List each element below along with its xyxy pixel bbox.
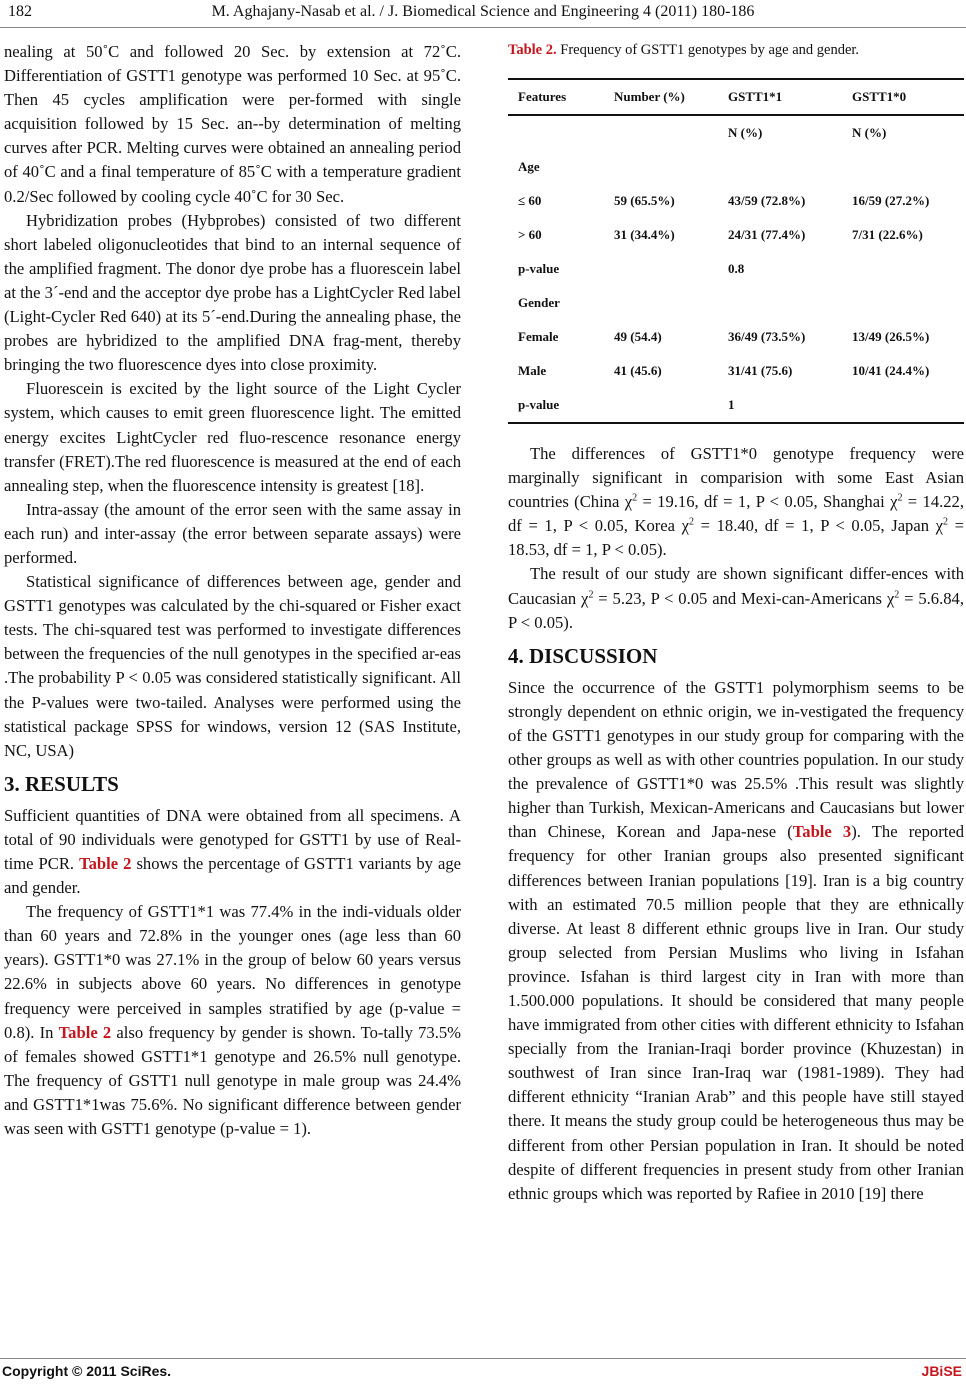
superscript: 2 bbox=[943, 516, 949, 528]
superscript: 2 bbox=[897, 492, 903, 504]
methods-paragraph-3: Fluorescein is excited by the light source of the Light Cycler system, which causes to emit green fluorescence light. The emitted energy excites LightCycler red fluo-rescence resonance energy transfer (FRET).The red fluorescence is measured at the end of each annealing step, when the fluorescence intensity is greatest [18]. bbox=[4, 379, 461, 495]
table-2-label: Table 2. bbox=[508, 42, 557, 58]
table-row bbox=[508, 286, 964, 320]
methods-paragraph-4: Intra-assay (the amount of the error seen with the same assay in each run) and inter-assay (the error between separate assays) were performed. bbox=[4, 499, 461, 567]
results-text: = 18.40, df = 1, P < 0.05, Japan χ bbox=[694, 516, 944, 536]
superscript: 2 bbox=[689, 516, 695, 528]
table-2-link[interactable]: Table 2 bbox=[79, 854, 132, 873]
header-cell: GSTT1*1 bbox=[724, 79, 848, 115]
table-cell: 36/49 (73.5%) bbox=[728, 328, 806, 344]
table-cell bbox=[610, 115, 724, 150]
table-2-caption-text: Frequency of GSTT1 genotypes by age and gender. bbox=[556, 42, 860, 58]
superscript: 2 bbox=[632, 492, 638, 504]
table-row bbox=[508, 252, 964, 286]
table-row bbox=[508, 184, 964, 218]
table-row bbox=[508, 218, 964, 252]
table-cell bbox=[848, 252, 964, 286]
running-head: M. Aghajany-Nasab et al. / J. Biomedical Science and Engineering 4 (2011) 180-186 bbox=[211, 3, 755, 20]
results-text: The differences of GSTT1*0 genotype frequency were marginally significant in comparision with some East Asian countries (China χ bbox=[508, 444, 964, 512]
table-2 bbox=[508, 78, 964, 424]
table-2-caption bbox=[508, 40, 964, 60]
results-paragraph-1 bbox=[4, 804, 461, 900]
table-cell bbox=[610, 150, 724, 184]
table-row bbox=[508, 354, 964, 388]
superscript: 2 bbox=[894, 589, 900, 601]
table-2-link[interactable]: Table 2 bbox=[58, 1022, 112, 1042]
table-cell: 7/31 (22.6%) bbox=[852, 226, 923, 242]
table-3-link[interactable]: Table 3 bbox=[792, 822, 852, 842]
table-cell: Male bbox=[518, 362, 547, 378]
table-cell: 31 (34.4%) bbox=[614, 226, 675, 242]
table-cell bbox=[848, 388, 964, 423]
table-cell bbox=[610, 252, 724, 286]
results-text: The frequency of GSTT1*1 was 77.4% in the indi-viduals older than 60 years and 72.8% in the younger ones (age less than 60 years). GSTT1*0 was 27.1% in the group of below 60 years versus 22.6% in subjects above 60 years. No differences in genotype frequency were perceived in samples stratified by age (p-value = 0.8). In bbox=[4, 902, 461, 1042]
results-text: The result of our study are shown significant differ-ences with Caucasian χ bbox=[508, 564, 964, 608]
discussion-text: Since the occurrence of the GSTT1 polymorphism seems to be strongly dependent on ethnic origin, we in-vestigated the frequency of the GSTT1 genotypes in our study group for comparing with the other groups as well as with other countries population. In our study the prevalence of GSTT1*0 was 25.5% .This result was slightly higher than Turkish, Mexican-Americans and Caucasians but lower than Chinese, Korean and Japa-nese ( bbox=[508, 677, 964, 842]
left-column bbox=[4, 40, 461, 1141]
table-cell bbox=[848, 150, 964, 184]
table-row bbox=[508, 150, 964, 184]
journal-abbreviation: JBiSE bbox=[921, 1363, 962, 1379]
table-row bbox=[508, 388, 964, 423]
header-cell: Features bbox=[508, 79, 610, 115]
table-cell: 49 (54.4) bbox=[614, 328, 662, 344]
table-cell: 41 (45.6) bbox=[614, 362, 662, 378]
results-text: = 18.53, df = 1, P < 0.05). bbox=[508, 516, 964, 560]
table-cell bbox=[848, 286, 964, 320]
table-cell: Gender bbox=[518, 294, 560, 310]
table-header-row bbox=[508, 79, 964, 115]
copyright: Copyright © 2011 SciRes. bbox=[2, 1363, 172, 1379]
discussion-text: ). The reported frequency for other Iranian groups also presented significant differences between Iranian populations [19]. Iran is a big country with an estimated 70.5 million people that they are ethnically diverse. At least 8 different ethnic groups live in Iran. Our study group selected from Persian Muslims who living in Isfahan province. Isfahan is third largest city in Iran with more than 1.500.000 populations. It should be considered that many people have immigrated from other cities with different ethnicity to Isfahan specially from the Iranian-Iraqi border province (Khuzestan) in southwest of Iran since Iran-Iraq war (1981-1989). They had different ethnicity “Iranian Arab” and this people have still stayed there. It means the study group could be heterogeneous thus may be different from other Persian population in Iran. It should be noted despite of different frequencies in present study from other Iranian ethnic groups which was reported by Rafiee in 2010 [19] there bbox=[508, 822, 964, 1203]
table-cell: 0.8 bbox=[728, 260, 745, 276]
table-cell: 43/59 (72.8%) bbox=[728, 192, 806, 208]
table-cell: 24/31 (77.4%) bbox=[728, 226, 806, 242]
page-number: 182 bbox=[8, 3, 32, 20]
results-text: shows the percentage of GSTT1 variants by age and gender. bbox=[4, 854, 461, 898]
results-paragraph-4 bbox=[508, 562, 964, 634]
table-cell: 16/59 (27.2%) bbox=[852, 192, 930, 208]
discussion-heading: 4. DISCUSSION bbox=[508, 643, 658, 668]
results-paragraph-2 bbox=[4, 900, 461, 1141]
table-cell: Female bbox=[518, 328, 559, 344]
results-text: = 5.6.84, P < 0.05). bbox=[508, 588, 964, 632]
results-text: also frequency by gender is shown. To-tally 73.5% of females showed GSTT1*1 genotype and 26.5% null genotype. The frequency of GSTT1 null genotype in male group was 24.4% and GSTT1*1was 75.6%. No significant difference between gender was seen with GSTT1 genotype (p-value = 1). bbox=[4, 1022, 461, 1139]
table-cell: 31/41 (75.6) bbox=[728, 362, 793, 378]
discussion-paragraph-1 bbox=[508, 676, 964, 1206]
table-cell: p-value bbox=[518, 260, 560, 276]
table-cell: 59 (65.5%) bbox=[614, 192, 675, 208]
methods-paragraph-2: Hybridization probes (Hybprobes) consisted of two different short labeled oligonucleotides that bind to an internal sequence of the amplified fragment. The donor dye probe has a fluorescein label at the 3´-end and the acceptor dye probe has a LightCycler Red label (Light-Cycler Red 640) at its 5´-end.During the annealing phase, the probes are hybridized to the amplified DNA frag-ment, thereby bringing the two fluorescence dyes into close proximity. bbox=[4, 210, 461, 375]
table-cell: 1 bbox=[724, 388, 848, 423]
table-cell: p-value bbox=[508, 388, 610, 423]
header-rule bbox=[0, 27, 966, 28]
results-text: = 14.22, df = 1, P < 0.05, Korea χ bbox=[508, 492, 965, 536]
results-text: = 5.23, P < 0.05 and Mexi-can-Americans χ bbox=[593, 588, 895, 608]
right-column bbox=[508, 40, 964, 1206]
table-cell bbox=[724, 150, 848, 184]
table-cell: Age bbox=[518, 158, 540, 174]
table-cell: 10/41 (24.4%) bbox=[852, 362, 930, 378]
table-cell bbox=[508, 115, 610, 150]
table-cell: 13/49 (26.5%) bbox=[852, 328, 930, 344]
table-cell: N (%) bbox=[728, 124, 763, 140]
results-paragraph-3 bbox=[508, 442, 964, 562]
table-cell bbox=[610, 388, 724, 423]
table-row bbox=[508, 115, 964, 150]
table-row bbox=[508, 320, 964, 354]
header-cell: GSTT1*0 bbox=[848, 79, 964, 115]
results-heading: 3. RESULTS bbox=[4, 771, 119, 796]
table-cell: > 60 bbox=[518, 226, 542, 242]
results-text: = 19.16, df = 1, P < 0.05, Shanghai χ bbox=[637, 492, 898, 512]
header-cell: Number (%) bbox=[610, 79, 724, 115]
results-text: Sufficient quantities of DNA were obtained from all specimens. A total of 90 individuals were genotyped for GSTT1 by use of Real-time PCR. bbox=[4, 805, 461, 873]
table-cell: N (%) bbox=[852, 124, 887, 140]
superscript: 2 bbox=[588, 589, 594, 601]
table-cell bbox=[724, 286, 848, 320]
footer-rule bbox=[0, 1358, 966, 1359]
methods-paragraph-5: Statistical significance of differences between age, gender and GSTT1 genotypes was calculated by the chi-squared or Fisher exact tests. The chi-squared test was performed to investigate differences between the frequencies of the null genotypes in the specified ar-eas .The probability P < 0.05 was considered statistically significant. All the P-values were two-tailed. Analyses were performed using the statistical package SPSS for windows, version 12 (SAS Institute, NC, USA) bbox=[4, 572, 461, 760]
table-cell bbox=[610, 286, 724, 320]
methods-paragraph-1: nealing at 50˚C and followed 20 Sec. by extension at 72˚C. Differentiation of GSTT1 genotype was performed 10 Sec. at 95˚C. Then 45 cycles amplification were per-formed with single acquisition followed by 15 Sec. an--by determination of melting curves after PCR. Melting curves were obtained an annealing period of 40˚C and a final temperature of 85˚C with a temperature gradient 0.2/Sec followed by cooling cycle 40˚C for 30 Sec. bbox=[4, 42, 461, 206]
table-cell: ≤ 60 bbox=[518, 192, 542, 208]
